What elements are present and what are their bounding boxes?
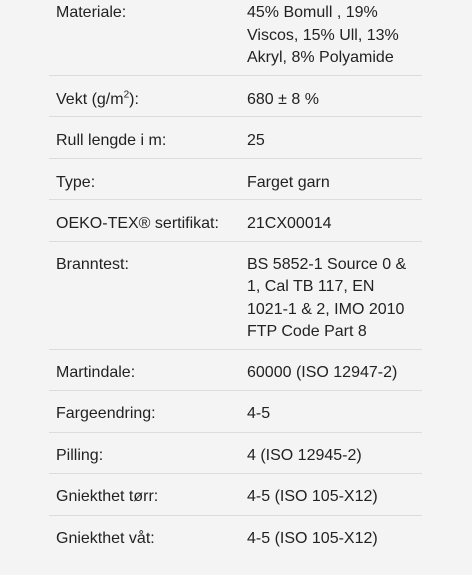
spec-value: BS 5852-1 Source 0 & 1, Cal TB 117, EN 1021-1 & 2, IMO 2010 FTP Code Part 8 — [247, 255, 407, 340]
spec-table — [49, 0, 422, 556]
spec-row-rub-wet — [49, 516, 422, 557]
spec-label: Type: — [56, 173, 96, 191]
spec-value: Farget garn — [247, 173, 330, 191]
spec-label: Gniekthet våt: — [56, 529, 155, 547]
spec-label: Rull lengde i m: — [56, 132, 167, 149]
spec-row-material — [49, 0, 422, 76]
spec-label: Martindale: — [56, 363, 136, 381]
spec-row-color-change — [49, 391, 422, 433]
spec-value: 680 ± 8 % — [247, 90, 319, 108]
spec-value: 4-5 (ISO 105-X12) — [247, 488, 378, 505]
spec-label: Pilling: — [56, 446, 104, 464]
spec-row-roll-length — [49, 117, 422, 159]
spec-label-prefix: Vekt (g/m — [56, 90, 124, 108]
spec-row-weight — [49, 76, 422, 118]
spec-value: 4-5 (ISO 105-X12) — [247, 529, 378, 547]
spec-label-suffix: ): — [129, 90, 139, 108]
spec-row-martindale — [49, 350, 422, 392]
spec-label: Materiale: — [56, 4, 127, 21]
spec-row-fire-test — [49, 242, 422, 350]
spec-label: Fargeendring: — [56, 405, 156, 422]
spec-label: Branntest: — [56, 255, 129, 273]
spec-value: 4-5 — [247, 405, 271, 422]
spec-value: 45% Bomull , 19% Viscos, 15% Ull, 13% Akryl, 8% Polyamide — [247, 4, 399, 66]
spec-label: OEKO-TEX® sertifikat: — [56, 215, 219, 232]
spec-value: 4 (ISO 12945-2) — [247, 446, 362, 464]
spec-value: 60000 (ISO 12947-2) — [247, 363, 398, 381]
spec-value: 21CX00014 — [247, 215, 332, 232]
spec-row-rub-dry — [49, 474, 422, 516]
spec-label-superscript: 2 — [123, 89, 130, 101]
spec-label — [49, 89, 247, 112]
spec-label: Gniekthet tørr: — [56, 488, 159, 505]
spec-value: 25 — [247, 132, 265, 149]
spec-row-pilling — [49, 433, 422, 475]
spec-row-type — [49, 159, 422, 201]
spec-row-oeko-tex — [49, 200, 422, 242]
